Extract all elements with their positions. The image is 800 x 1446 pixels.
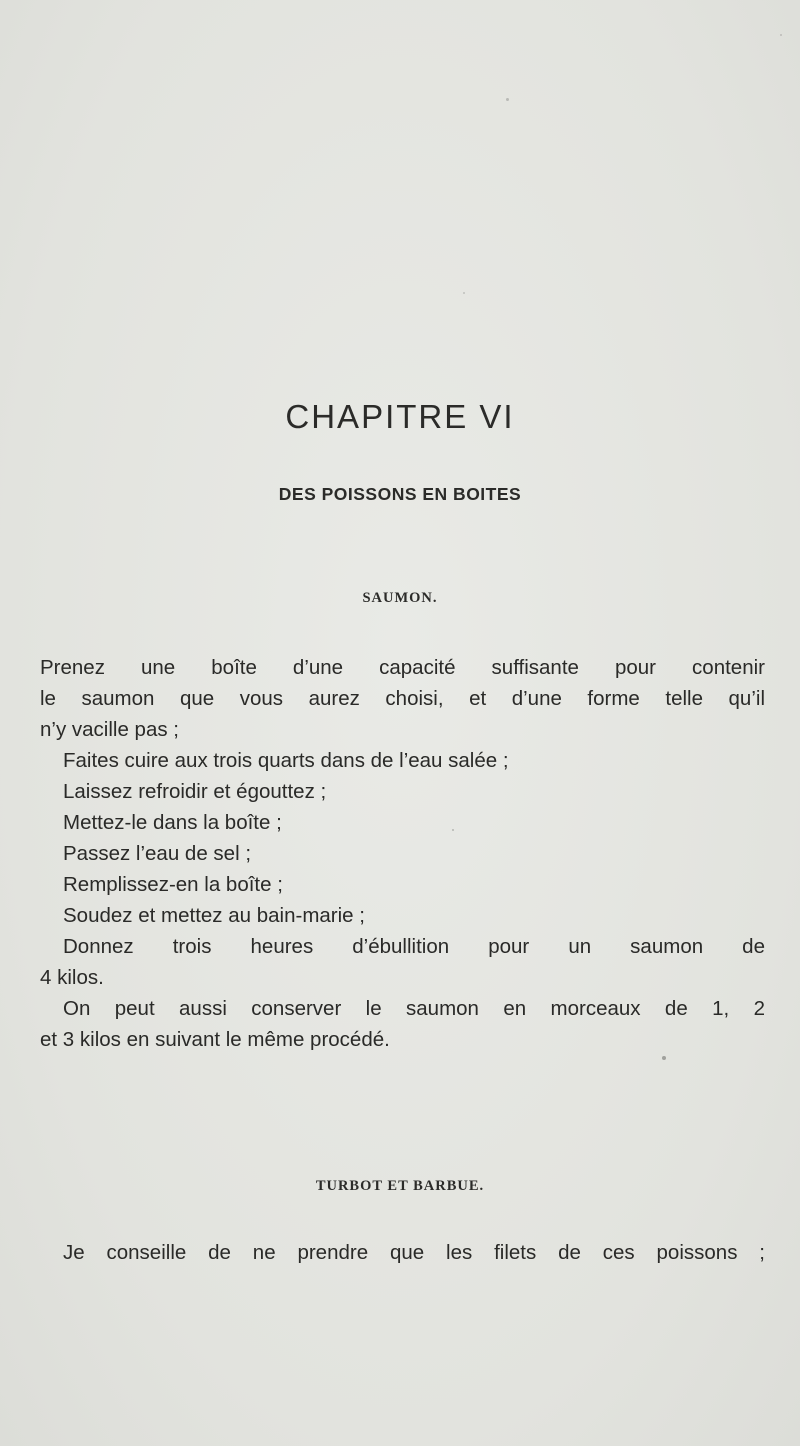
paragraph-line: Laissez refroidir et égouttez ; xyxy=(63,780,327,803)
paper-speck xyxy=(506,98,509,101)
chapter-subtitle: DES POISSONS EN BOITES xyxy=(278,484,522,504)
paragraph-line: Soudez et mettez au bain-marie ; xyxy=(63,904,365,927)
paragraph-line: Faites cuire aux trois quarts dans de l’eau salée ; xyxy=(63,749,509,772)
paragraph-line: Mettez-le dans la boîte ; xyxy=(63,811,282,834)
paragraph-line: Remplissez-en la boîte ; xyxy=(63,873,283,896)
section-heading-turbot: TURBOT ET BARBUE. xyxy=(315,1178,485,1194)
section-heading-saumon: SAUMON. xyxy=(362,590,438,606)
chapter-title: CHAPITRE VI xyxy=(285,398,515,435)
paragraph-line: Donnez trois heures d’ébullition pour un saumon de xyxy=(63,935,765,958)
paper-speck xyxy=(452,829,454,831)
paragraph-line: Je conseille de ne prendre que les filets de ces poissons ; xyxy=(63,1241,765,1264)
paragraph-line: Prenez une boîte d’une capacité suffisante pour contenir xyxy=(40,656,765,679)
paragraph-line: le saumon que vous aurez choisi, et d’une forme telle qu’il xyxy=(40,687,765,710)
paper-speck xyxy=(780,34,782,36)
paragraph-line: Passez l’eau de sel ; xyxy=(63,842,252,865)
paper-speck xyxy=(662,1056,666,1060)
paper-speck xyxy=(463,292,465,294)
paragraph-line: On peut aussi conserver le saumon en morceaux de 1, 2 xyxy=(63,997,765,1020)
paragraph-line: et 3 kilos en suivant le même procédé. xyxy=(40,1028,390,1051)
paragraph-line: n’y vacille pas ; xyxy=(40,718,180,741)
paragraph-line: 4 kilos. xyxy=(40,966,104,989)
